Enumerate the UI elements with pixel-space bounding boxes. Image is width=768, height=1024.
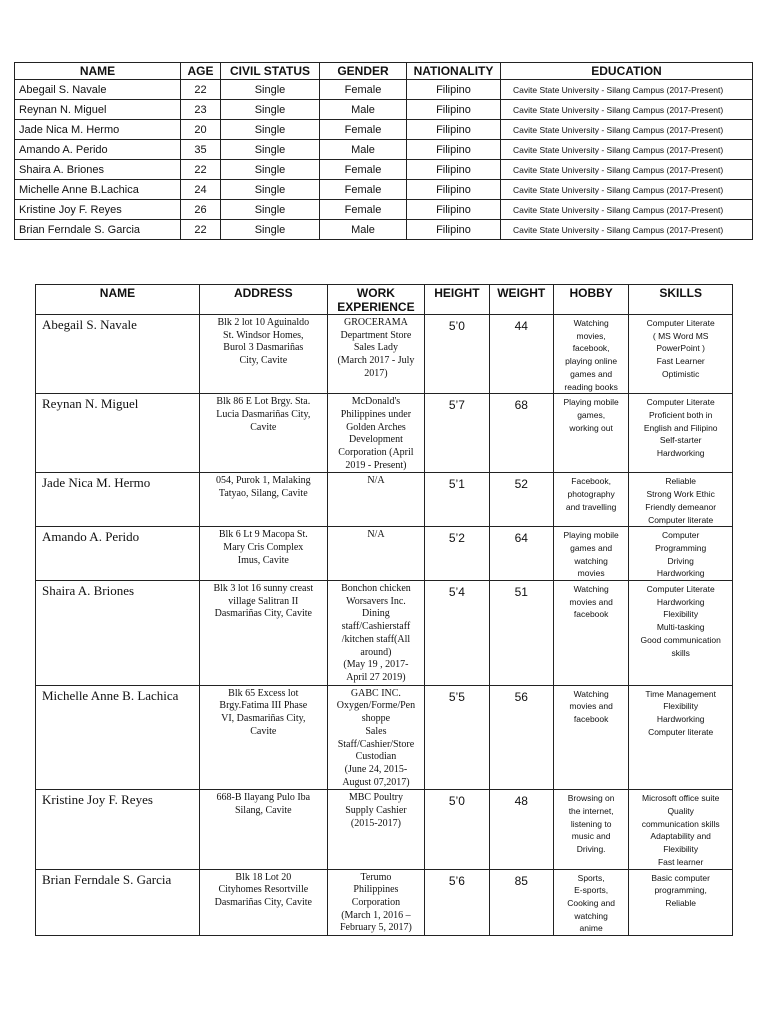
cell-education: Cavite State University - Silang Campus (2017-Present) bbox=[501, 200, 753, 220]
text-line: watching bbox=[574, 910, 608, 921]
text-line: N/A bbox=[367, 529, 385, 541]
cell-nationality: Filipino bbox=[407, 200, 501, 220]
text-line: reading books bbox=[564, 381, 618, 392]
cell-name: Shaira A. Briones bbox=[15, 160, 181, 180]
text-line: Terumo bbox=[360, 871, 392, 883]
text-line: Sales bbox=[365, 725, 387, 737]
table-row bbox=[36, 869, 733, 936]
text-line: Hardworking bbox=[656, 448, 705, 459]
text-line: Philippines under bbox=[340, 408, 412, 420]
cell-name: Jade Nica M. Hermo bbox=[36, 473, 200, 527]
text-line: games and bbox=[570, 368, 613, 379]
table-row bbox=[36, 315, 733, 394]
text-line: listening to bbox=[570, 818, 612, 829]
table-row bbox=[15, 200, 753, 220]
cell-hobby bbox=[553, 473, 628, 527]
cell-age: 22 bbox=[181, 80, 221, 100]
text-line: Imus, Cavite bbox=[237, 554, 289, 566]
cell-hobby bbox=[553, 869, 628, 936]
text-line: Flexibility bbox=[663, 844, 699, 855]
cell-hobby bbox=[553, 685, 628, 790]
column-header-name: NAME bbox=[15, 63, 181, 80]
text-line: City, Cavite bbox=[239, 355, 288, 367]
text-line: facebook, bbox=[572, 343, 610, 354]
cell-name: Amando A. Perido bbox=[36, 527, 200, 581]
cell-name: Amando A. Perido bbox=[15, 140, 181, 160]
cell-work-experience bbox=[327, 581, 425, 686]
cell-civil-status: Single bbox=[221, 100, 320, 120]
cell-nationality: Filipino bbox=[407, 80, 501, 100]
cell-name: Jade Nica M. Hermo bbox=[15, 120, 181, 140]
cell-hobby bbox=[553, 315, 628, 394]
text-line: Cityhomes Resortville bbox=[218, 884, 309, 896]
text-line: GROCERAMA bbox=[343, 317, 408, 328]
table-row bbox=[15, 120, 753, 140]
text-line: Cooking and bbox=[567, 897, 615, 908]
table-header-row bbox=[15, 63, 753, 80]
text-line: (June 24, 2015- bbox=[344, 763, 408, 775]
text-line: 2017) bbox=[364, 367, 388, 379]
text-line: Watching bbox=[573, 688, 609, 699]
cell-skills bbox=[629, 315, 733, 394]
text-line: ( MS Word MS bbox=[652, 330, 709, 341]
cell-hobby bbox=[553, 527, 628, 581]
cell-age: 23 bbox=[181, 100, 221, 120]
text-line: programming, bbox=[654, 885, 707, 896]
table-row bbox=[36, 790, 733, 869]
text-line: around) bbox=[360, 646, 392, 658]
text-line: Dining bbox=[362, 608, 390, 620]
text-line: Sales Lady bbox=[353, 342, 398, 354]
text-line: Burol 3 Dasmariñas bbox=[223, 342, 304, 354]
cell-nationality: Filipino bbox=[407, 160, 501, 180]
text-line: PowerPoint ) bbox=[656, 343, 705, 354]
cell-skills bbox=[629, 581, 733, 686]
text-line: Computer Literate bbox=[646, 397, 715, 408]
column-header-hobby: HOBBY bbox=[553, 285, 628, 315]
text-line: Golden Arches bbox=[346, 421, 406, 433]
cell-name: Abegail S. Navale bbox=[36, 315, 200, 394]
cell-education: Cavite State University - Silang Campus (2017-Present) bbox=[501, 220, 753, 240]
cell-name: Michelle Anne B.Lachica bbox=[15, 180, 181, 200]
text-line: Blk 65 Excess lot bbox=[228, 687, 299, 699]
cell-gender: Female bbox=[320, 200, 407, 220]
table-row bbox=[36, 394, 733, 473]
column-header-education: EDUCATION bbox=[501, 63, 753, 80]
cell-gender: Male bbox=[320, 100, 407, 120]
cell-address bbox=[199, 581, 327, 686]
cell-nationality: Filipino bbox=[407, 220, 501, 240]
text-line: (2015-2017) bbox=[350, 817, 401, 829]
text-line: Blk 86 E Lot Brgy. Sta. bbox=[216, 396, 311, 408]
text-line: Bonchon chicken bbox=[341, 583, 411, 595]
cell-weight: 68 bbox=[489, 394, 553, 473]
text-line: Driving bbox=[667, 555, 694, 566]
text-line: communication skills bbox=[641, 818, 720, 829]
table-row bbox=[36, 527, 733, 581]
cell-address bbox=[199, 473, 327, 527]
text-line: working out bbox=[569, 422, 613, 433]
text-line: Computer bbox=[662, 530, 700, 541]
text-line: facebook bbox=[573, 609, 609, 620]
cell-civil-status: Single bbox=[221, 220, 320, 240]
cell-weight: 85 bbox=[489, 869, 553, 936]
cell-height: 5’4 bbox=[425, 581, 489, 686]
cell-name: Kristine Joy F. Reyes bbox=[36, 790, 200, 869]
cell-work-experience bbox=[327, 315, 425, 394]
cell-address bbox=[199, 394, 327, 473]
personal-info-table bbox=[14, 62, 753, 240]
text-line: games and bbox=[570, 542, 613, 553]
text-line: and travelling bbox=[565, 501, 617, 512]
text-line: (May 19 , 2017- bbox=[343, 659, 409, 671]
cell-skills bbox=[629, 527, 733, 581]
cell-height: 5’1 bbox=[425, 473, 489, 527]
text-line: games, bbox=[577, 409, 606, 420]
text-line: Reliable bbox=[665, 897, 697, 908]
text-line: VI, Dasmariñas City, bbox=[221, 713, 306, 725]
cell-work-experience bbox=[327, 527, 425, 581]
text-line: English and Filipino bbox=[643, 422, 718, 433]
cell-skills bbox=[629, 869, 733, 936]
text-line: facebook bbox=[573, 714, 609, 725]
cell-height: 5’2 bbox=[425, 527, 489, 581]
cell-height: 5’7 bbox=[425, 394, 489, 473]
cell-name: Kristine Joy F. Reyes bbox=[15, 200, 181, 220]
table-row bbox=[36, 685, 733, 790]
table-row bbox=[15, 220, 753, 240]
cell-nationality: Filipino bbox=[407, 120, 501, 140]
cell-age: 26 bbox=[181, 200, 221, 220]
text-line: Blk 3 lot 16 sunny creast bbox=[213, 583, 314, 595]
table-row bbox=[36, 473, 733, 527]
table-row bbox=[15, 140, 753, 160]
text-line: N/A bbox=[367, 475, 385, 487]
cell-work-experience bbox=[327, 685, 425, 790]
text-line: Computer Literate bbox=[646, 584, 715, 595]
cell-civil-status: Single bbox=[221, 180, 320, 200]
cell-nationality: Filipino bbox=[407, 180, 501, 200]
text-line: shoppe bbox=[361, 713, 391, 725]
text-line: Strong Work Ethic bbox=[646, 489, 715, 500]
cell-address bbox=[199, 869, 327, 936]
cell-height: 5’0 bbox=[425, 790, 489, 869]
cell-civil-status: Single bbox=[221, 80, 320, 100]
column-header-name: NAME bbox=[36, 285, 200, 315]
cell-name: Reynan N. Miguel bbox=[15, 100, 181, 120]
text-line: Blk 2 lot 10 Aguinaldo bbox=[217, 317, 310, 328]
text-line: Watching bbox=[573, 318, 609, 328]
text-line: Optimistic bbox=[662, 368, 700, 379]
table-row bbox=[15, 100, 753, 120]
cell-name: Reynan N. Miguel bbox=[36, 394, 200, 473]
text-line: Development bbox=[348, 434, 403, 446]
table-row bbox=[15, 180, 753, 200]
cell-weight: 56 bbox=[489, 685, 553, 790]
cell-height: 5’0 bbox=[425, 315, 489, 394]
text-line: MBC Poultry bbox=[348, 792, 404, 804]
cell-skills bbox=[629, 685, 733, 790]
text-line: Dasmariñas City, Cavite bbox=[214, 896, 312, 908]
cell-gender: Female bbox=[320, 180, 407, 200]
table-row bbox=[15, 80, 753, 100]
text-line: Good communication bbox=[640, 634, 721, 645]
text-line: Mary Cris Complex bbox=[223, 541, 304, 553]
cell-gender: Female bbox=[320, 160, 407, 180]
cell-weight: 64 bbox=[489, 527, 553, 581]
cell-civil-status: Single bbox=[221, 120, 320, 140]
cell-gender: Male bbox=[320, 220, 407, 240]
text-line: Self-starter bbox=[659, 435, 702, 446]
cell-name: Brian Ferndale S. Garcia bbox=[15, 220, 181, 240]
text-line: (March 2017 - July bbox=[337, 355, 415, 367]
header-line: WORK bbox=[356, 286, 395, 300]
cell-weight: 44 bbox=[489, 315, 553, 394]
text-line: Facebook, bbox=[571, 476, 611, 487]
text-line: Friendly demeanor bbox=[645, 501, 717, 512]
text-line: Quality bbox=[667, 806, 694, 817]
text-line: Lucia Dasmariñas City, bbox=[216, 408, 311, 420]
cell-weight: 52 bbox=[489, 473, 553, 527]
column-header-nationality: NATIONALITY bbox=[407, 63, 501, 80]
cell-height: 5’5 bbox=[425, 685, 489, 790]
cell-name: Michelle Anne B. Lachica bbox=[36, 685, 200, 790]
cell-skills bbox=[629, 790, 733, 869]
cell-hobby bbox=[553, 581, 628, 686]
text-line: Sports, bbox=[577, 872, 605, 883]
cell-civil-status: Single bbox=[221, 200, 320, 220]
cell-gender: Female bbox=[320, 120, 407, 140]
cell-address bbox=[199, 685, 327, 790]
text-line: Supply Cashier bbox=[345, 805, 407, 817]
text-line: Microsoft office suite bbox=[642, 793, 720, 804]
cell-address bbox=[199, 315, 327, 394]
column-header-gender: GENDER bbox=[320, 63, 407, 80]
text-line: Custodian bbox=[355, 751, 397, 763]
text-line: 2019 - Present) bbox=[345, 459, 407, 471]
text-line: Blk 6 Lt 9 Macopa St. bbox=[218, 529, 308, 541]
text-line: movies and bbox=[569, 701, 613, 712]
column-header-skills: SKILLS bbox=[629, 285, 733, 315]
cell-height: 5’6 bbox=[425, 869, 489, 936]
cell-work-experience bbox=[327, 473, 425, 527]
table-row bbox=[36, 581, 733, 686]
cell-civil-status: Single bbox=[221, 140, 320, 160]
cell-work-experience bbox=[327, 790, 425, 869]
text-line: Hardworking bbox=[656, 714, 705, 725]
text-line: Worsavers Inc. bbox=[346, 595, 406, 607]
text-line: Watching bbox=[573, 584, 609, 595]
cell-address bbox=[199, 790, 327, 869]
text-line: anime bbox=[579, 923, 603, 934]
text-line: Brgy.Fatima III Phase bbox=[219, 700, 308, 712]
text-line: Oxygen/Forme/Pen bbox=[336, 700, 416, 712]
text-line: Computer Literate bbox=[646, 318, 715, 328]
text-line: playing online bbox=[565, 356, 618, 367]
cell-work-experience bbox=[327, 869, 425, 936]
text-line: staff/Cashierstaff bbox=[341, 621, 411, 633]
cell-gender: Male bbox=[320, 140, 407, 160]
text-line: Computer literate bbox=[648, 726, 714, 737]
text-line: 668-B Ilayang Pulo Iba bbox=[216, 792, 311, 804]
cell-education: Cavite State University - Silang Campus (2017-Present) bbox=[501, 180, 753, 200]
text-line: August 07,2017) bbox=[342, 776, 410, 788]
text-line: Fast learner bbox=[657, 856, 704, 867]
text-line: Staff/Cashier/Store bbox=[337, 738, 415, 750]
cell-name: Brian Ferndale S. Garcia bbox=[36, 869, 200, 936]
text-line: Flexibility bbox=[663, 701, 699, 712]
column-header-weight: WEIGHT bbox=[489, 285, 553, 315]
cell-name: Abegail S. Navale bbox=[15, 80, 181, 100]
cell-skills bbox=[629, 394, 733, 473]
text-line: photography bbox=[567, 489, 615, 500]
column-header-height: HEIGHT bbox=[425, 285, 489, 315]
cell-name: Shaira A. Briones bbox=[36, 581, 200, 686]
cell-nationality: Filipino bbox=[407, 100, 501, 120]
text-line: Computer literate bbox=[648, 514, 714, 525]
text-line: Proficient both in bbox=[649, 409, 713, 420]
text-line: Corporation (April bbox=[338, 447, 414, 459]
cell-weight: 48 bbox=[489, 790, 553, 869]
text-line: Playing mobile bbox=[563, 397, 619, 408]
text-line: St. Windsor Homes, bbox=[223, 329, 304, 341]
text-line: Dasmariñas City, Cavite bbox=[214, 608, 312, 620]
cell-hobby bbox=[553, 790, 628, 869]
text-line: Hardworking bbox=[656, 568, 705, 579]
text-line: Blk 18 Lot 20 bbox=[235, 871, 292, 883]
text-line: Multi-tasking bbox=[656, 622, 705, 633]
cell-age: 24 bbox=[181, 180, 221, 200]
text-line: Tatyao, Silang, Cavite bbox=[218, 488, 308, 500]
cell-education: Cavite State University - Silang Campus (2017-Present) bbox=[501, 160, 753, 180]
text-line: movies and bbox=[569, 596, 613, 607]
column-header-address: ADDRESS bbox=[199, 285, 327, 315]
text-line: movies, bbox=[576, 330, 606, 341]
cell-gender: Female bbox=[320, 80, 407, 100]
text-line: 054, Purok 1, Malaking bbox=[215, 475, 311, 487]
text-line: February 5, 2017) bbox=[339, 922, 412, 934]
cell-education: Cavite State University - Silang Campus (2017-Present) bbox=[501, 100, 753, 120]
cell-age: 22 bbox=[181, 220, 221, 240]
text-line: Time Management bbox=[645, 688, 716, 699]
text-line: village Salitran II bbox=[228, 595, 299, 607]
text-line: April 27 2019) bbox=[346, 671, 406, 683]
cell-address bbox=[199, 527, 327, 581]
text-line: Silang, Cavite bbox=[234, 805, 292, 817]
text-line: Adaptability and bbox=[650, 831, 711, 842]
text-line: Hardworking bbox=[656, 596, 705, 607]
text-line: Driving. bbox=[576, 844, 606, 855]
text-line: E-sports, bbox=[574, 885, 609, 896]
text-line: Fast Learner bbox=[656, 356, 705, 367]
text-line: (March 1, 2016 – bbox=[341, 909, 411, 921]
text-line: watching bbox=[574, 555, 608, 566]
cell-education: Cavite State University - Silang Campus (2017-Present) bbox=[501, 120, 753, 140]
text-line: McDonald's bbox=[351, 396, 401, 408]
text-line: music and bbox=[571, 831, 611, 842]
text-line: Reliable bbox=[665, 476, 697, 487]
cell-education: Cavite State University - Silang Campus (2017-Present) bbox=[501, 80, 753, 100]
header-line: EXPERIENCE bbox=[337, 300, 415, 314]
cell-age: 22 bbox=[181, 160, 221, 180]
text-line: Browsing on bbox=[567, 793, 615, 804]
text-line: skills bbox=[671, 647, 690, 658]
cell-work-experience bbox=[327, 394, 425, 473]
text-line: Cavite bbox=[250, 725, 277, 737]
cell-age: 35 bbox=[181, 140, 221, 160]
column-header-age: AGE bbox=[181, 63, 221, 80]
text-line: /kitchen staff(All bbox=[341, 633, 411, 645]
table-header-row bbox=[36, 285, 733, 315]
cell-nationality: Filipino bbox=[407, 140, 501, 160]
text-line: Flexibility bbox=[663, 609, 699, 620]
text-line: GABC INC. bbox=[350, 687, 401, 699]
text-line: movies bbox=[577, 568, 605, 579]
cell-civil-status: Single bbox=[221, 160, 320, 180]
cell-age: 20 bbox=[181, 120, 221, 140]
text-line: Department Store bbox=[340, 329, 412, 341]
profile-details-table bbox=[35, 284, 733, 936]
text-line: Cavite bbox=[250, 421, 277, 433]
text-line: Playing mobile bbox=[563, 530, 619, 541]
text-line: Corporation bbox=[351, 896, 401, 908]
text-line: the internet, bbox=[568, 806, 614, 817]
cell-hobby bbox=[553, 394, 628, 473]
text-line: Philippines bbox=[353, 884, 399, 896]
text-line: Basic computer bbox=[651, 872, 710, 883]
cell-skills bbox=[629, 473, 733, 527]
cell-weight: 51 bbox=[489, 581, 553, 686]
table-row bbox=[15, 160, 753, 180]
column-header-civil-status: CIVIL STATUS bbox=[221, 63, 320, 80]
cell-education: Cavite State University - Silang Campus (2017-Present) bbox=[501, 140, 753, 160]
column-header-work-experience bbox=[327, 285, 425, 315]
text-line: Programming bbox=[655, 542, 707, 553]
